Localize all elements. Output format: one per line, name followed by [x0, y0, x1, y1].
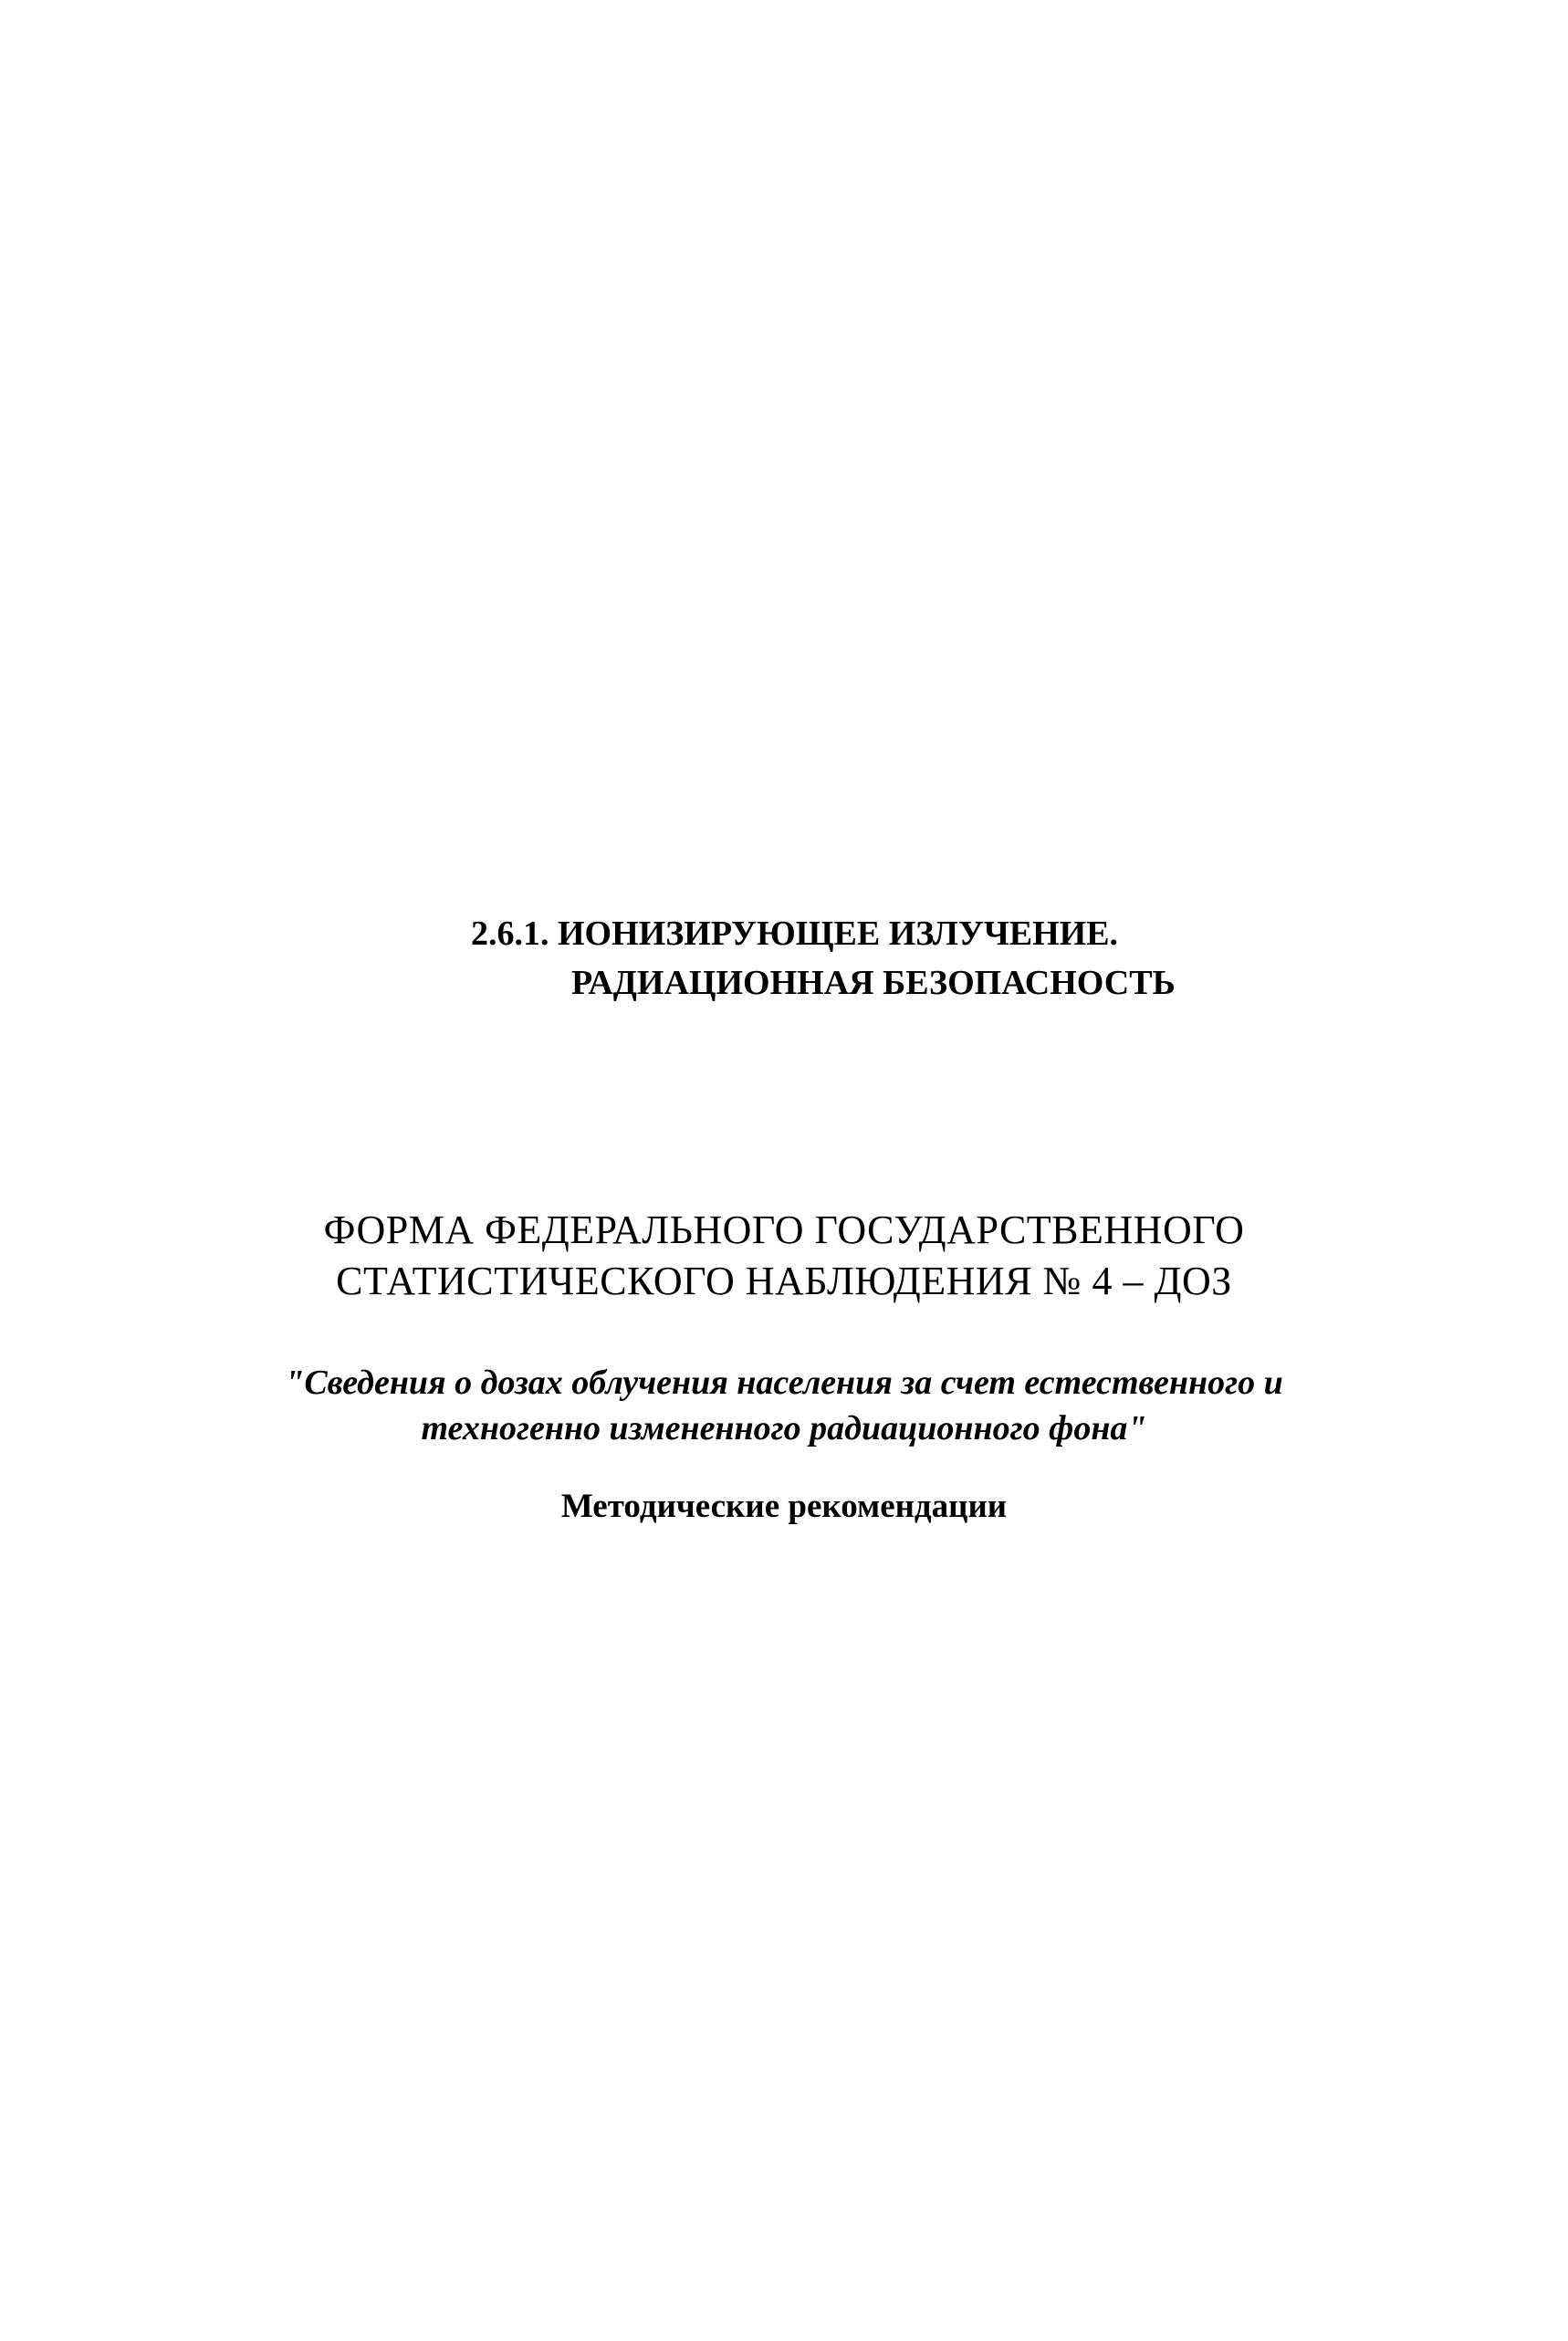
- document-type: Методические рекомендации: [560, 1488, 1008, 1525]
- form-subtitle: [0, 1360, 1568, 1451]
- form-subtitle-line-2: техногенно измененного радиационного фона": [421, 1409, 1147, 1447]
- form-title-line-1: ФОРМА ФЕДЕРАЛЬНОГО ГОСУДАРСТВЕННОГО: [323, 1207, 1245, 1252]
- form-title: [0, 1205, 1568, 1307]
- form-subtitle-line-1: "Сведения о дозах облучения населения за счет естественного и: [285, 1364, 1283, 1402]
- form-title-line-2: СТАТИСТИЧЕСКОГО НАБЛЮДЕНИЯ № 4 – ДОЗ: [336, 1259, 1232, 1303]
- section-heading-line-1: 2.6.1. ИОНИЗИРУЮЩЕЕ ИЗЛУЧЕНИЕ.: [471, 914, 1119, 953]
- section-heading-line-2: РАДИАЦИОННАЯ БЕЗОПАСНОСТЬ: [571, 964, 1176, 1002]
